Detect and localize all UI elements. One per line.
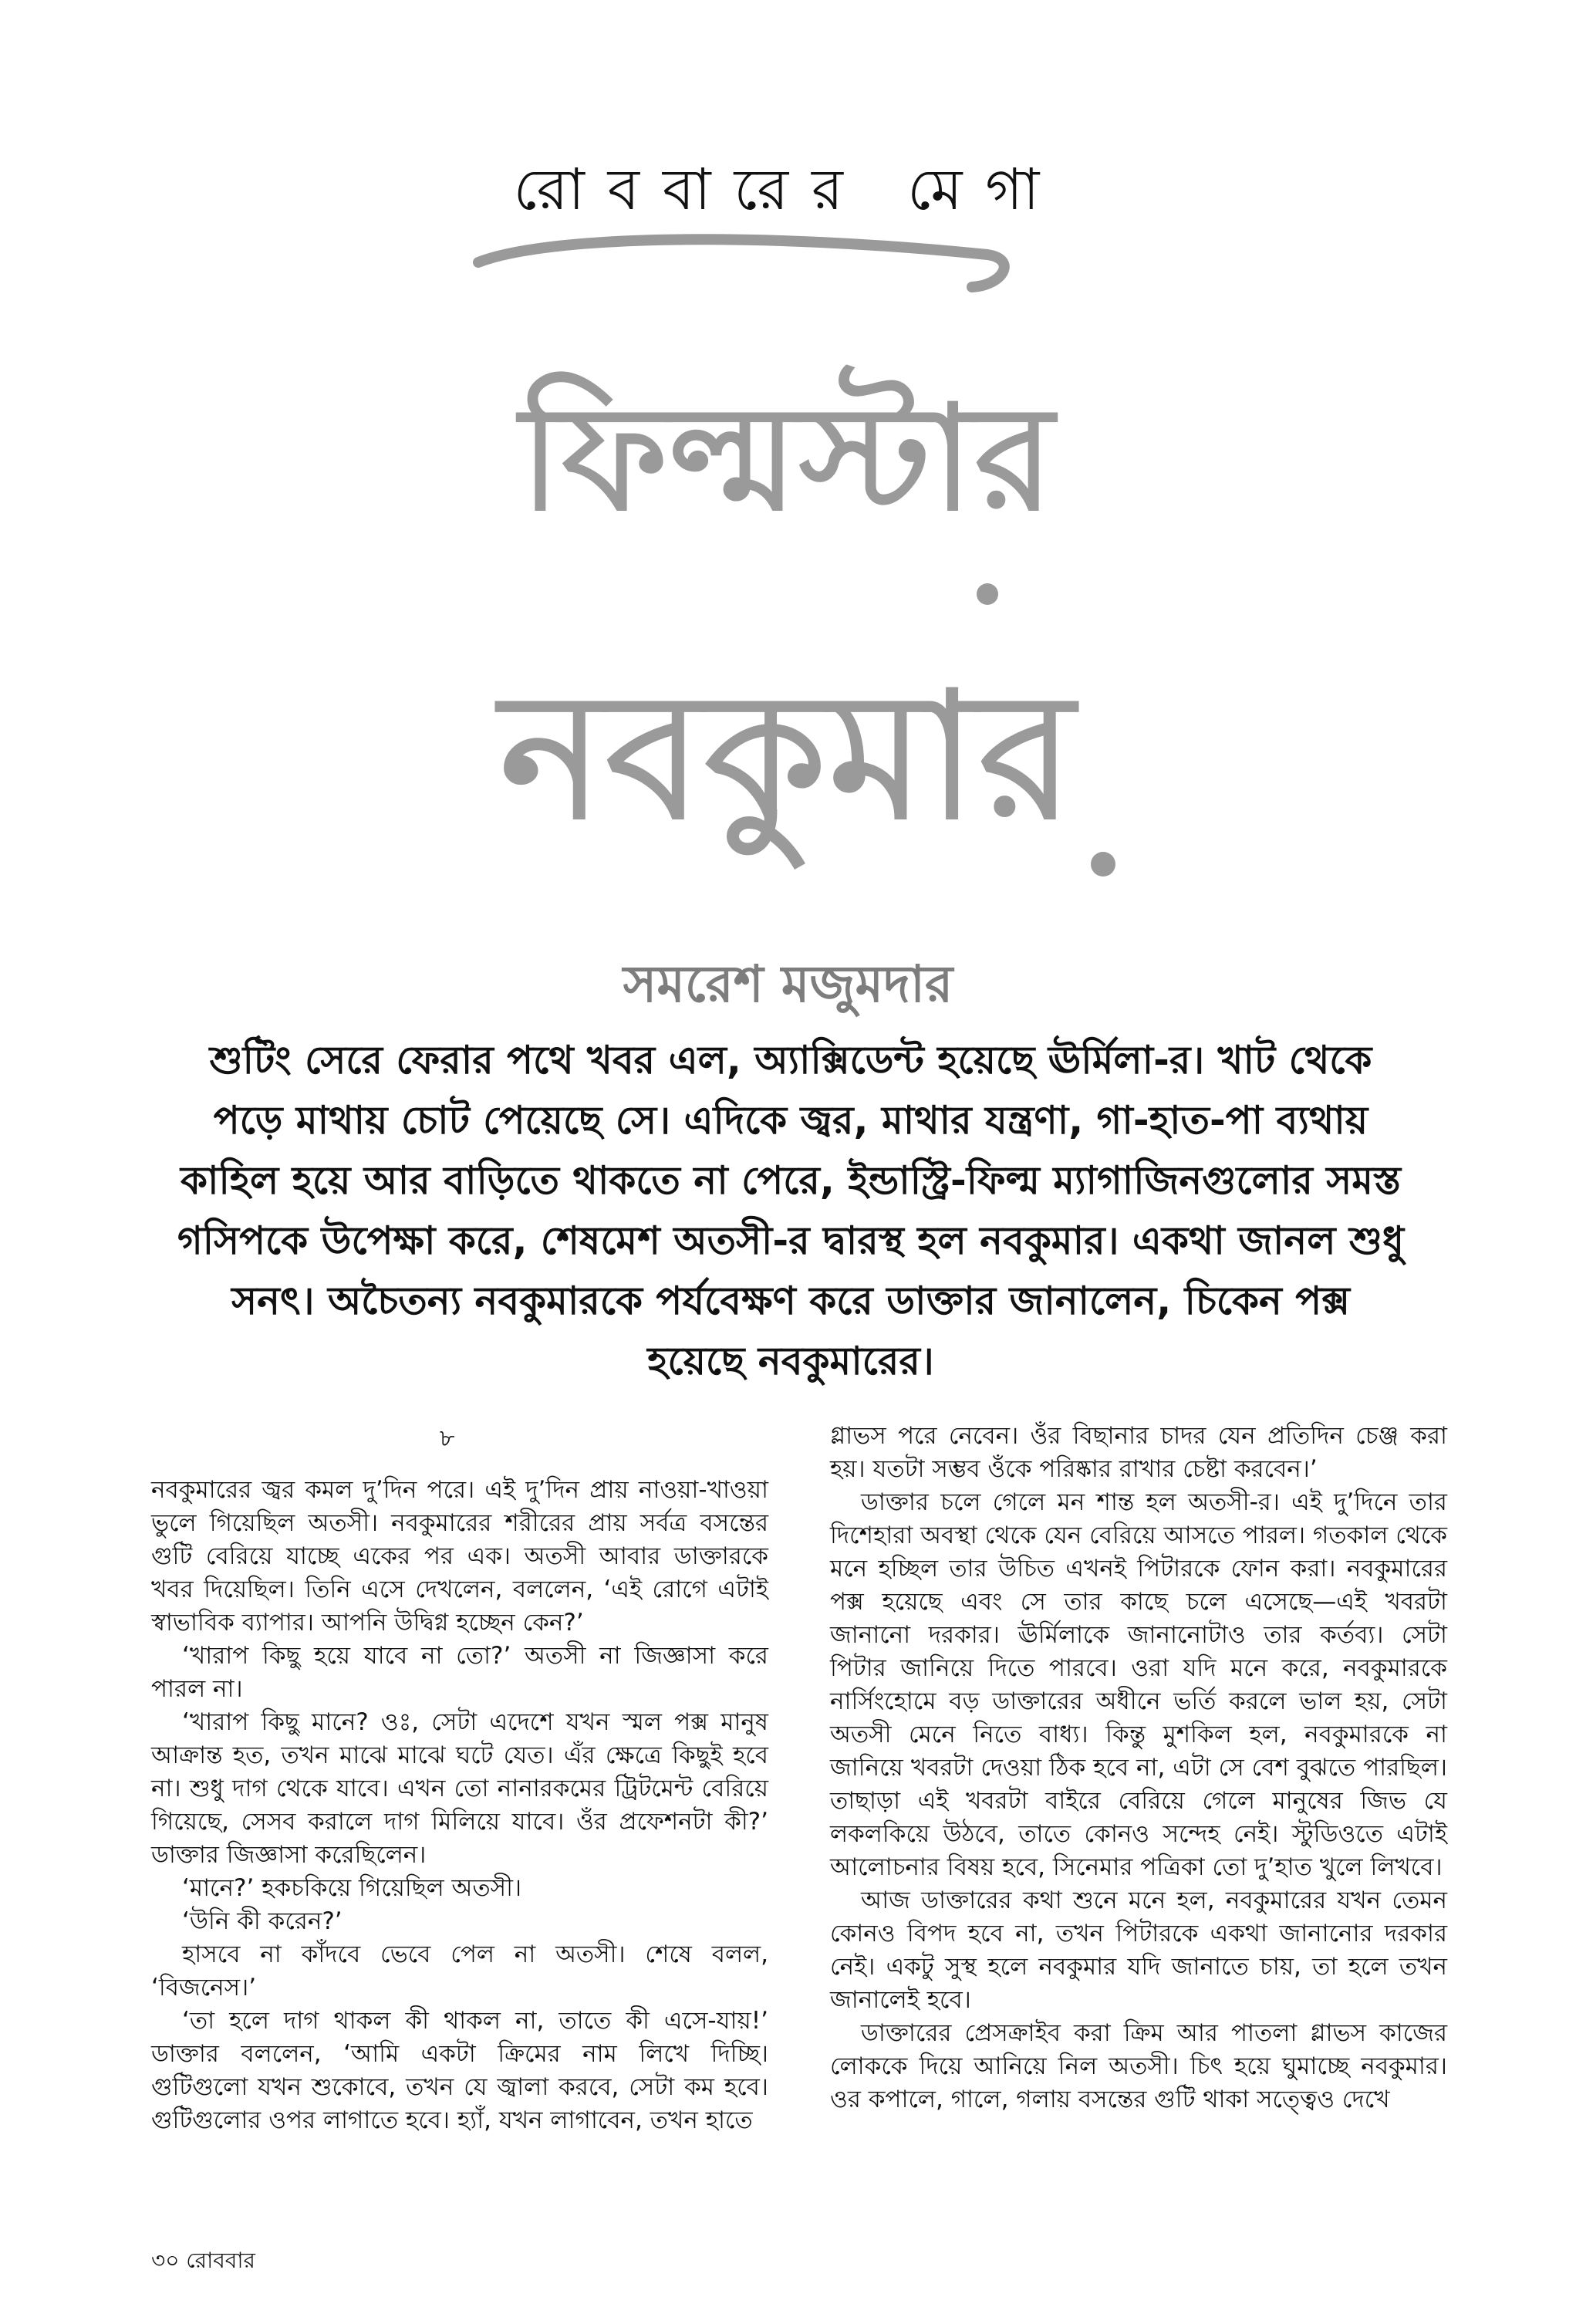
paragraph: ‘উনি কী করেন?’ (182, 1907, 343, 1935)
left-column (151, 1474, 768, 2137)
paragraph: হাসবে না কাঁদবে ভেবে পেল না অতসী। শেষে বলল, ‘বিজনেস।’ (151, 1941, 768, 2001)
title-swash (478, 239, 1004, 287)
page-footer: ৩০ রোববার (151, 2248, 255, 2273)
paragraph: আজ ডাক্তারের কথা শুনে মনে হল, নবকুমারের যখন তেমন কোনও বিপদ হবে না, তখন পিটারকে একথা জানানোর দরকার নেই। একটু সুস্থ হলে নবকুমার যদি জানাতে চায়, তা হলে তখন জানালেই হবে। (830, 1887, 1447, 2014)
title-line-1: ফিল্মস্টার (519, 373, 1055, 544)
title-calligraphy (432, 231, 1142, 926)
paragraph: ‘খারাপ কিছু হয়ে যাবে না তো?’ অতসী না জিজ্ঞাসা করে পারল না। (151, 1642, 768, 1703)
title-dot (977, 583, 998, 605)
title-dot-2 (1091, 852, 1115, 877)
intro-summary: শুটিং সেরে ফেরার পথে খবর এল, অ্যাক্সিডেন্ট হয়েছে ঊর্মিলা-র। খাট থেকে পড়ে মাথায় চোট পেয়েছে সে। এদিকে জ্বর, মাথার যন্ত্রণা, গা-হাত-পা ব্যথায় কাহিল হয়ে আর বাড়িতে থাকতে না পেরে, ইন্ডাস্ট্রি-ফিল্ম ম্যাগাজিনগুলোর সমস্ত গসিপকে উপেক্ষা করে, শেষমেশ অতসী-র দ্বারস্থ হল নবকুমার। একথা জানল শুধু সনৎ। অচৈতন্য নবকুমারকে পর্যবেক্ষণ করে ডাক্তার জানালেন, চিকেন পক্স হয়েছে নবকুমারের। (177, 1038, 1404, 1383)
chapter-number: ৮ (440, 1425, 455, 1452)
paragraph: ‘খারাপ কিছু মানে? ওঃ, সেটা এদেশে যখন স্মল পক্স মানুষ আক্রান্ত হত, তখন মাঝে মাঝে ঘটে যেত। এঁর ক্ষেত্রে কিছুই হবে না। শুধু দাগ থেকে যাবে। এখন তো নানারকমের ট্রিটমেন্ট বেরিয়ে গিয়েছে, সেসব করালে দাগ মিলিয়ে যাবে। ওঁর প্রফেশনটা কী?’ ডাক্তার জিজ্ঞাসা করেছিলেন। (151, 1708, 768, 1869)
article-body (151, 1420, 1447, 2230)
paragraph: ডাক্তারের প্রেসক্রাইব করা ক্রিম আর পাতলা গ্লাভস কাজের লোককে দিয়ে আনিয়ে নিল অতসী। চিৎ হয়ে ঘুমাচ্ছে নবকুমার। ওর কপালে, গালে, গলায় বসন্তের গুটি থাকা সত্ত্বেও দেখে (830, 2019, 1447, 2113)
paragraph: ‘মানে?’ হকচকিয়ে গিয়েছিল অতসী। (182, 1874, 522, 1902)
author-name: সমরেশ মজুমদার (623, 954, 953, 1014)
paragraph: নবকুমারের জ্বর কমল দু’দিন পরে। এই দু’দিন প্রায় নাওয়া-খাওয়া ভুলে গিয়েছিল অতসী। নবকুমারের শরীরের প্রায় সর্বত্র বসন্তের গুটি বেরিয়ে যাচ্ছে একের পর এক। অতসী আবার ডাক্তারকে খবর দিয়েছিল। তিনি এসে দেখলেন, বললেন, ‘এই রোগে এটাই স্বাভাবিক ব্যাপার। আপনি উদ্বিগ্ন হচ্ছেন কেন?’ (151, 1476, 768, 1637)
right-column (830, 1420, 1447, 2116)
paragraph: গ্লাভস পরে নেবেন। ওঁর বিছানার চাদর যেন প্রতিদিন চেঞ্জ করা হয়। যতটা সম্ভব ওঁকে পরিষ্কার রাখার চেষ্টা করবেন।’ (830, 1422, 1447, 1483)
paragraph: ডাক্তার চলে গেলে মন শান্ত হল অতসী-র। এই দু’দিনে তার দিশেহারা অবস্থা থেকে যেন বেরিয়ে আসতে পারল। গতকাল থেকে মনে হচ্ছিল তার উচিত এখনই পিটারকে ফোন করা। নবকুমারের পক্স হয়েছে এবং সে তার কাছে চলে এসেছে—এই খবরটা জানানো দরকার। ঊর্মিলাকে জানানোটাও তার কর্তব্য। সেটা পিটার জানিয়ে দিতে পারবে। ওরা যদি মনে করে, নবকুমারকে নার্সিংহোমে বড় ডাক্তারের অধীনে ভর্তি করলে ভাল হয়, সেটা অতসী মেনে নিতে বাধ্য। কিন্তু মুশকিল হল, নবকুমারকে না জানিয়ে খবরটা দেওয়া ঠিক হবে না, এটা সে বেশ বুঝতে পারছিল। তাছাড়া এই খবরটা বাইরে বেরিয়ে গেলে মানুষের জিভ যে লকলকিয়ে উঠবে, তাতে কোনও সন্দেহ নেই। স্টুডিওতে এটাই আলোচনার বিষয় হবে, সিনেমার পত্রিকা তো দু’হাত খুলে লিখবে। (830, 1488, 1447, 1881)
title-line-2: নবকুমার (498, 654, 1075, 860)
series-kicker: রোববারের মেগা (513, 157, 1063, 223)
paragraph: ‘তা হলে দাগ থাকল কী থাকল না, তাতে কী এসে-যায়!’ ডাক্তার বললেন, ‘আমি একটা ক্রিমের নাম লিখে দিচ্ছি। গুটিগুলো যখন শুকোবে, তখন যে জ্বালা করবে, সেটা কম হবে। গুটিগুলোর ওপর লাগাতে হবে। হ্যাঁ, যখন লাগাবেন, তখন হাতে (151, 2007, 768, 2134)
